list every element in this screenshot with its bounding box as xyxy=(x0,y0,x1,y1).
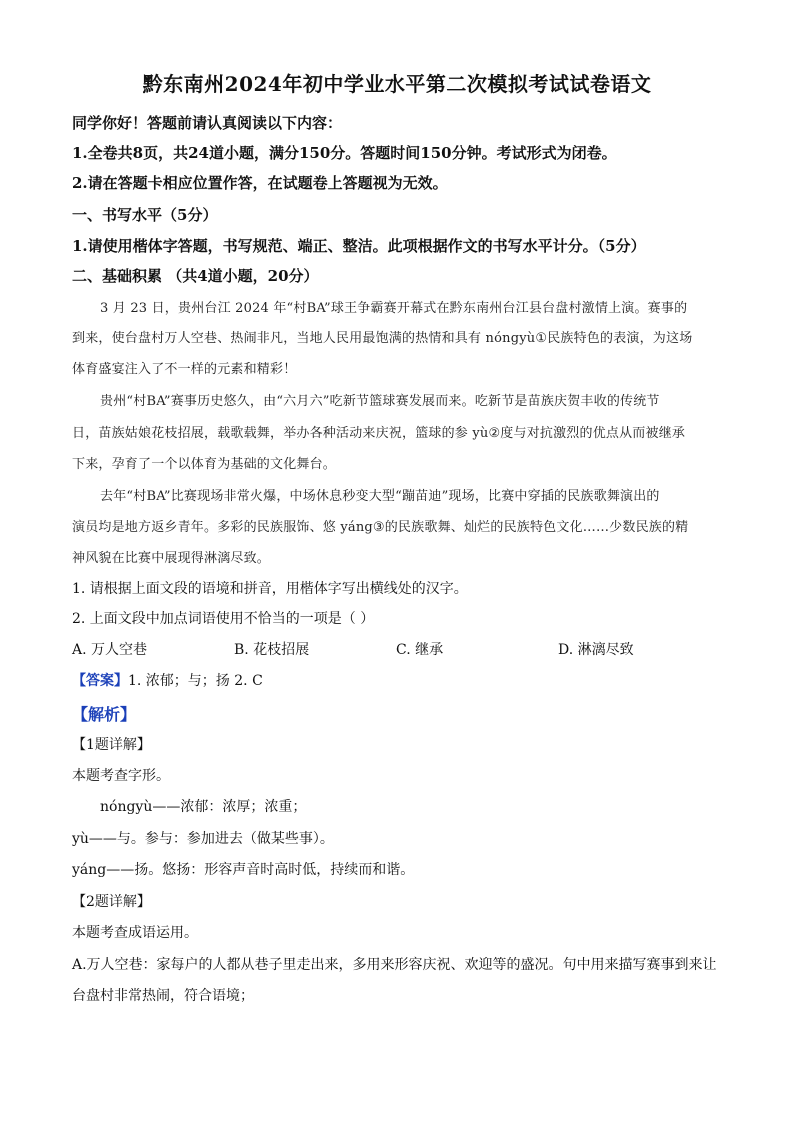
detail-2-tag: 【2题详解】 xyxy=(72,894,151,910)
section-1-question-1: 1.请使用楷体字答题，书写规范、端正、整洁。此项根据作文的书写水平计分。（5分） xyxy=(72,237,646,255)
passage-line: 演员均是地方返乡青年。多彩的民族服饰、悠 yáng③的民族歌舞、灿烂的民族特色文化……少数民族的精 xyxy=(72,520,689,535)
option-d: D. 淋漓尽致 xyxy=(558,642,634,658)
intro-greeting: 同学你好！答题前请认真阅读以下内容： xyxy=(72,114,343,132)
analysis-heading xyxy=(72,702,722,725)
passage-line: 下来，孕育了一个以体育为基础的文化舞台。 xyxy=(72,457,337,472)
detail-2-line: A.万人空巷：家每户的人都从巷子里走出来，多用来形容庆祝、欢迎等的盛况。句中用来描写赛事到来让 xyxy=(72,957,717,973)
section-1-heading: 一、书写水平（5分） xyxy=(72,206,218,224)
answer-tag: 【答案】 xyxy=(72,673,128,689)
section-2-heading: 二、基础积累 （共4道小题，20分） xyxy=(72,267,319,285)
question-1: 1. 请根据上面文段的语境和拼音，用楷体字写出横线处的汉字。 xyxy=(72,581,468,597)
detail-2-intro: 本题考查成语运用。 xyxy=(72,925,198,941)
option-b: B. 花枝招展 xyxy=(234,642,310,658)
passage-line: 去年“村BA”比赛现场非常火爆，中场休息秒变大型“蹦苗迪”现场，比赛中穿插的民族歌舞演出的 xyxy=(100,489,660,504)
passage-line: 3 月 23 日，贵州台江 2024 年“村BA”球王争霸赛开幕式在黔东南州台江县台盘村激情上演。赛事的 xyxy=(100,301,688,316)
answer-row xyxy=(72,670,722,690)
option-a: A. 万人空巷 xyxy=(72,642,148,658)
answer-text: 1. 浓郁；与；扬 2. C xyxy=(128,673,263,689)
intro-item-2: 2.请在答题卡相应位置作答，在试题卷上答题视为无效。 xyxy=(72,174,448,192)
detail-1-tag: 【1题详解】 xyxy=(72,737,151,753)
passage-line: 到来，使台盘村万人空巷、热闹非凡，当地人民用最饱满的热情和具有 nóngyù①民族特色的表演，为这场 xyxy=(72,331,693,346)
page-title: 黔东南州2024年初中学业水平第二次模拟考试试卷语文 xyxy=(142,72,652,96)
question-2: 2. 上面文段中加点词语使用不恰当的一项是（ ） xyxy=(72,611,375,627)
detail-1-intro: 本题考查字形。 xyxy=(72,768,170,784)
detail-1-line: yáng——扬。悠扬：形容声音时高时低，持续而和谐。 xyxy=(72,862,415,878)
detail-1-line: nóngyù——浓郁：浓厚；浓重； xyxy=(100,799,307,815)
passage-line: 神风貌在比赛中展现得淋漓尽致。 xyxy=(72,551,271,566)
passage-line: 体育盛宴注入了不一样的元素和精彩！ xyxy=(72,362,297,377)
detail-1-line: yù——与。参与：参加进去（做某些事）。 xyxy=(72,831,334,847)
analysis-tag: 【解析】 xyxy=(72,705,137,724)
passage-line: 日，苗族姑娘花枝招展，载歌载舞，举办各种活动来庆祝，篮球的参 yù②度与对抗激烈的优点从而被继承 xyxy=(72,426,686,441)
intro-item-1: 1.全卷共8页，共24道小题，满分150分。答题时间150分钟。考试形式为闭卷。 xyxy=(72,144,617,162)
option-c: C. 继承 xyxy=(396,642,444,658)
detail-2-line: 台盘村非常热闹，符合语境； xyxy=(72,988,254,1004)
passage-line: 贵州“村BA”赛事历史悠久，由“六月六”吃新节篮球赛发展而来。吃新节是苗族庆贺丰收的传统节 xyxy=(100,394,660,409)
